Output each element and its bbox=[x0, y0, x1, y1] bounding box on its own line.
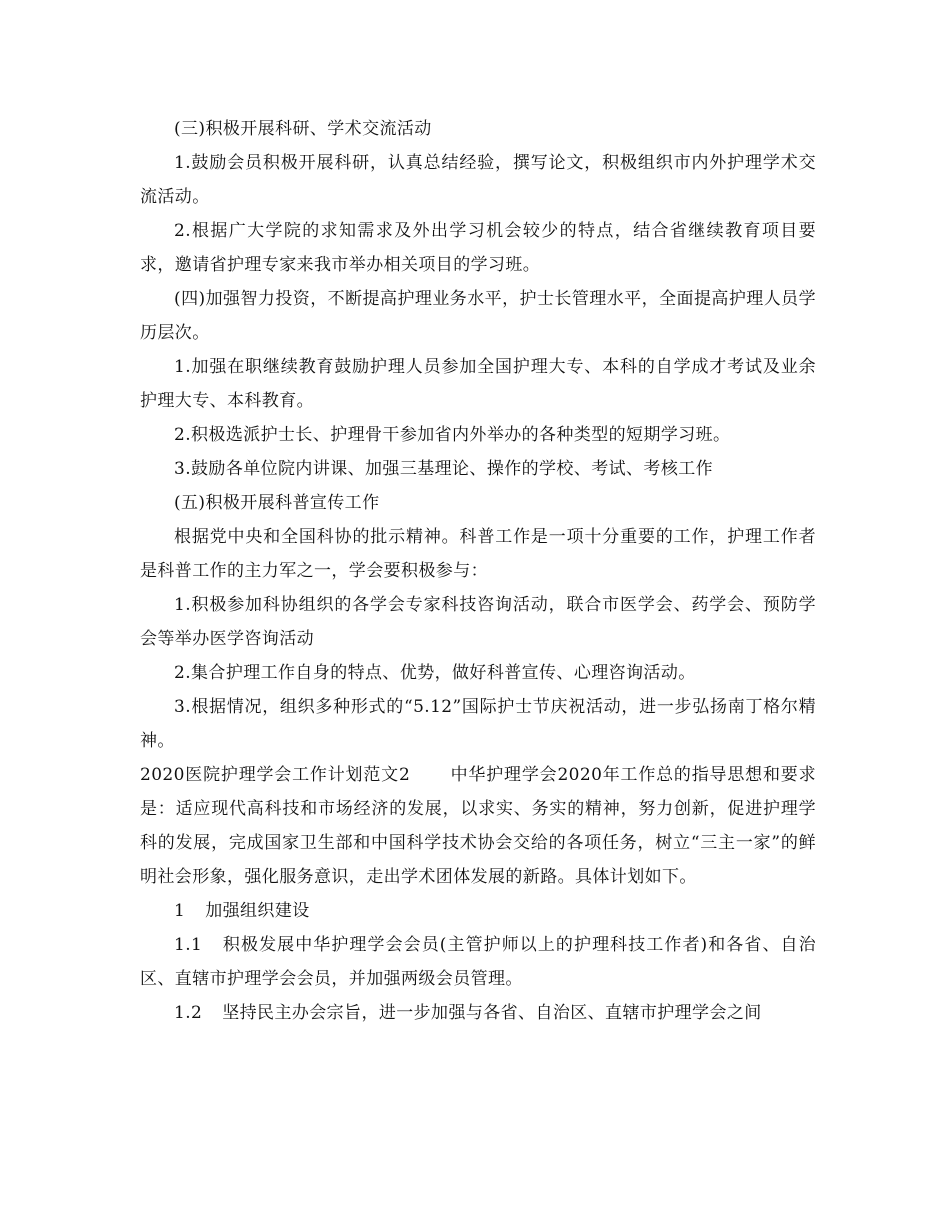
sub-paragraph bbox=[140, 894, 816, 928]
list-item: 1.鼓励会员积极开展科研，认真总结经验，撰写论文，积极组织市内外护理学术交流活动。 bbox=[140, 153, 816, 207]
section-title: 2020医院护理学会工作计划范文2 bbox=[140, 765, 411, 785]
list-item: 3.根据情况，组织多种形式的“5.12”国际护士节庆祝活动，进一步弘扬南丁格尔精神。 bbox=[140, 697, 816, 751]
list-item: 1.积极参加科协组织的各学会专家科技咨询活动，联合市医学会、药学会、预防学会等举办医学咨询活动 bbox=[140, 595, 816, 649]
list-item: 1.加强在职继续教育鼓励护理人员参加全国护理大专、本科的自学成才考试及业余护理大专、本科教育。 bbox=[140, 357, 816, 411]
list-item: 3.鼓励各单位院内讲课、加强三基理论、操作的学校、考试、考核工作 bbox=[174, 459, 714, 479]
sub-text: 加强组织建设 bbox=[205, 901, 310, 921]
list-item: 2.集合护理工作自身的特点、优势，做好科普宣传、心理咨询活动。 bbox=[174, 663, 696, 683]
sub-text: 积极发展中华护理学会会员(主管护师以上的护理科技工作者)和各省、自治区、直辖市护理学会会员，并加强两级会员管理。 bbox=[140, 935, 816, 989]
sub-number: 1.1 bbox=[174, 935, 203, 955]
sub-paragraph bbox=[140, 996, 816, 1030]
section-heading-5: (五)积极开展科普宣传工作 bbox=[174, 493, 380, 513]
section-lead-text: 中华护理学会2020年工作总的指导思想和要求是：适应现代高科技和市场经济的发展，以求实、务实的精神，努力创新，促进护理学科的发展，完成国家卫生部和中国科学技术协会交给的各项任务，树立“三主一家”的鲜明社会形象，强化服务意识，走出学术团体发展的新路。具体计划如下。 bbox=[140, 765, 816, 887]
sub-number: 1.2 bbox=[174, 1003, 203, 1023]
section-heading-4: (四)加强智力投资，不断提高护理业务水平，护士长管理水平，全面提高护理人员学历层次。 bbox=[140, 289, 816, 343]
sub-paragraph bbox=[140, 928, 816, 996]
list-item: 2.根据广大学院的求知需求及外出学习机会较少的特点，结合省继续教育项目要求，邀请省护理专家来我市举办相关项目的学习班。 bbox=[140, 221, 816, 275]
body-paragraph: 根据党中央和全国科协的批示精神。科普工作是一项十分重要的工作，护理工作者是科普工作的主力军之一，学会要积极参与： bbox=[140, 527, 816, 581]
section-heading-3: (三)积极开展科研、学术交流活动 bbox=[174, 119, 432, 139]
sub-text: 坚持民主办会宗旨，进一步加强与各省、自治区、直辖市护理学会之间 bbox=[222, 1003, 762, 1023]
document-page bbox=[140, 112, 816, 1030]
list-item: 2.积极选派护士长、护理骨干参加省内外举办的各种类型的短期学习班。 bbox=[174, 425, 731, 445]
sub-number: 1 bbox=[174, 901, 186, 921]
section-lead-paragraph bbox=[140, 758, 816, 894]
